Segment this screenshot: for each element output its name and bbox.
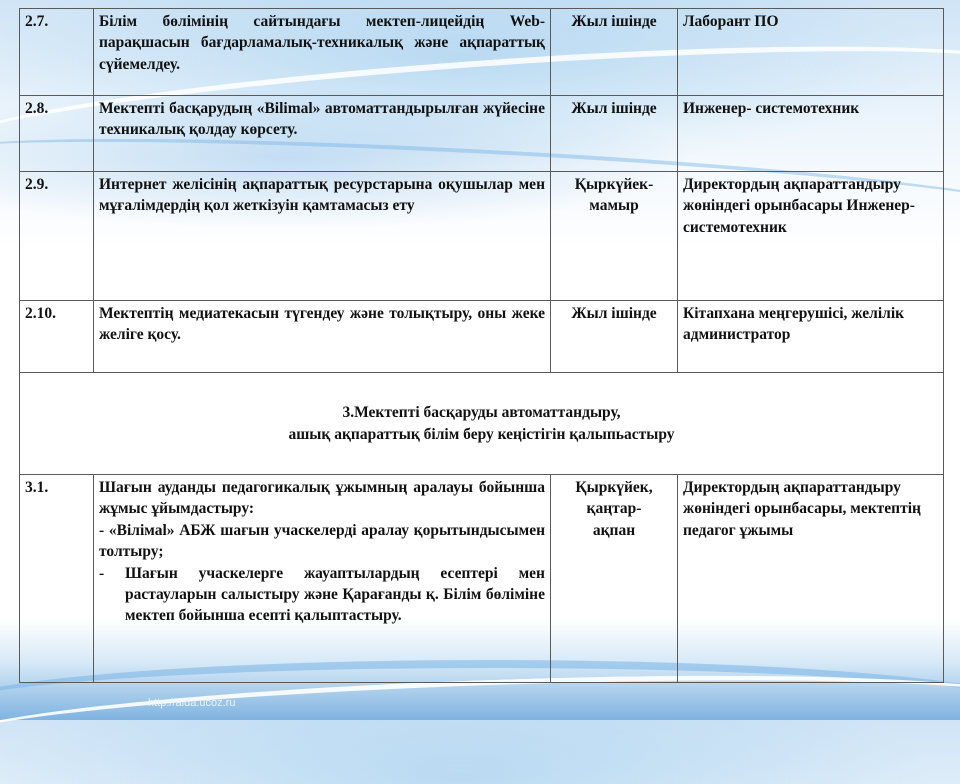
plan-table	[19, 8, 944, 683]
row-number: 2.9.	[20, 172, 94, 301]
table-row	[20, 96, 944, 172]
activity-cell: Интернет желісінің ақпараттық ресурстарына оқушылар мен мұғалімдердің қол жеткізуін қамтамасыз ету	[94, 172, 551, 301]
section-row	[20, 373, 944, 475]
activity-cell: Білім бөлімінің сайтындағы мектеп-лицейдің Web-парақшасын бағдарламалық-техникалық және ақпараттық сүйемелдеу.	[94, 9, 551, 96]
term-line: қаңтар-	[586, 500, 642, 518]
row-number: 2.7.	[20, 9, 94, 96]
responsible-cell: Кітапхана меңгерушісі, желілік администратор	[678, 301, 944, 373]
activity-cell: Мектептің медиатекасын түгендеу және толықтыру, оны жеке желіге қосу.	[94, 301, 551, 373]
section-heading-line: ашық ақпараттық білім беру кеңістігін қалыпьастыру	[288, 425, 675, 443]
footer-url: http://aida.ucoz.ru	[148, 697, 236, 709]
term-line: Қыркүйек,	[575, 479, 653, 496]
activity-cell: Мектепті басқарудың «Bilimal» автоматтандырылған жүйесіне техникалық қолдау көрсету.	[94, 96, 551, 172]
term-cell: Жыл ішінде	[551, 9, 678, 96]
responsible-cell: Директордың ақпараттандыру жөніндегі орынбасары, мектептің педагог ұжымы	[678, 475, 944, 683]
table-row	[20, 9, 944, 96]
activity-intro: Шағын ауданды педагогикалық ұжымның аралауы бойынша жұмыс ұйымдастыру:	[99, 479, 545, 518]
table-row	[20, 475, 944, 683]
table-row	[20, 172, 944, 301]
term-cell: Қыркүйек-мамыр	[551, 172, 678, 301]
responsible-cell: Лаборант ПО	[678, 9, 944, 96]
table-row	[20, 301, 944, 373]
section-heading	[20, 373, 944, 475]
section-heading-line: 3.Мектепті басқаруды автоматтандыру,	[342, 404, 621, 422]
activity-item: - «Вілімаl» АБЖ шағын учаскелерді аралау қорытындысымен толтыру;	[99, 521, 545, 561]
responsible-cell: Директордың ақпараттандыру жөніндегі орынбасары Инженер- системотехник	[678, 172, 944, 301]
term-cell: Жыл ішінде	[551, 301, 678, 373]
term-line: ақпан	[592, 521, 636, 539]
activity-cell	[94, 475, 551, 683]
row-number: 2.8.	[20, 96, 94, 172]
row-number: 3.1.	[20, 475, 94, 683]
term-cell: Жыл ішінде	[551, 96, 678, 172]
term-cell	[551, 475, 678, 683]
activity-sublist	[99, 563, 545, 627]
activity-item: - Шағын учаскелерге жауаптылардың есептері мен растауларын салыстыру және Қарағанды қ. Білім бөліміне мектеп бойынша есепті қалыптастыру.	[99, 563, 545, 627]
responsible-cell: Инженер- системотехник	[678, 96, 944, 172]
row-number: 2.10.	[20, 301, 94, 373]
